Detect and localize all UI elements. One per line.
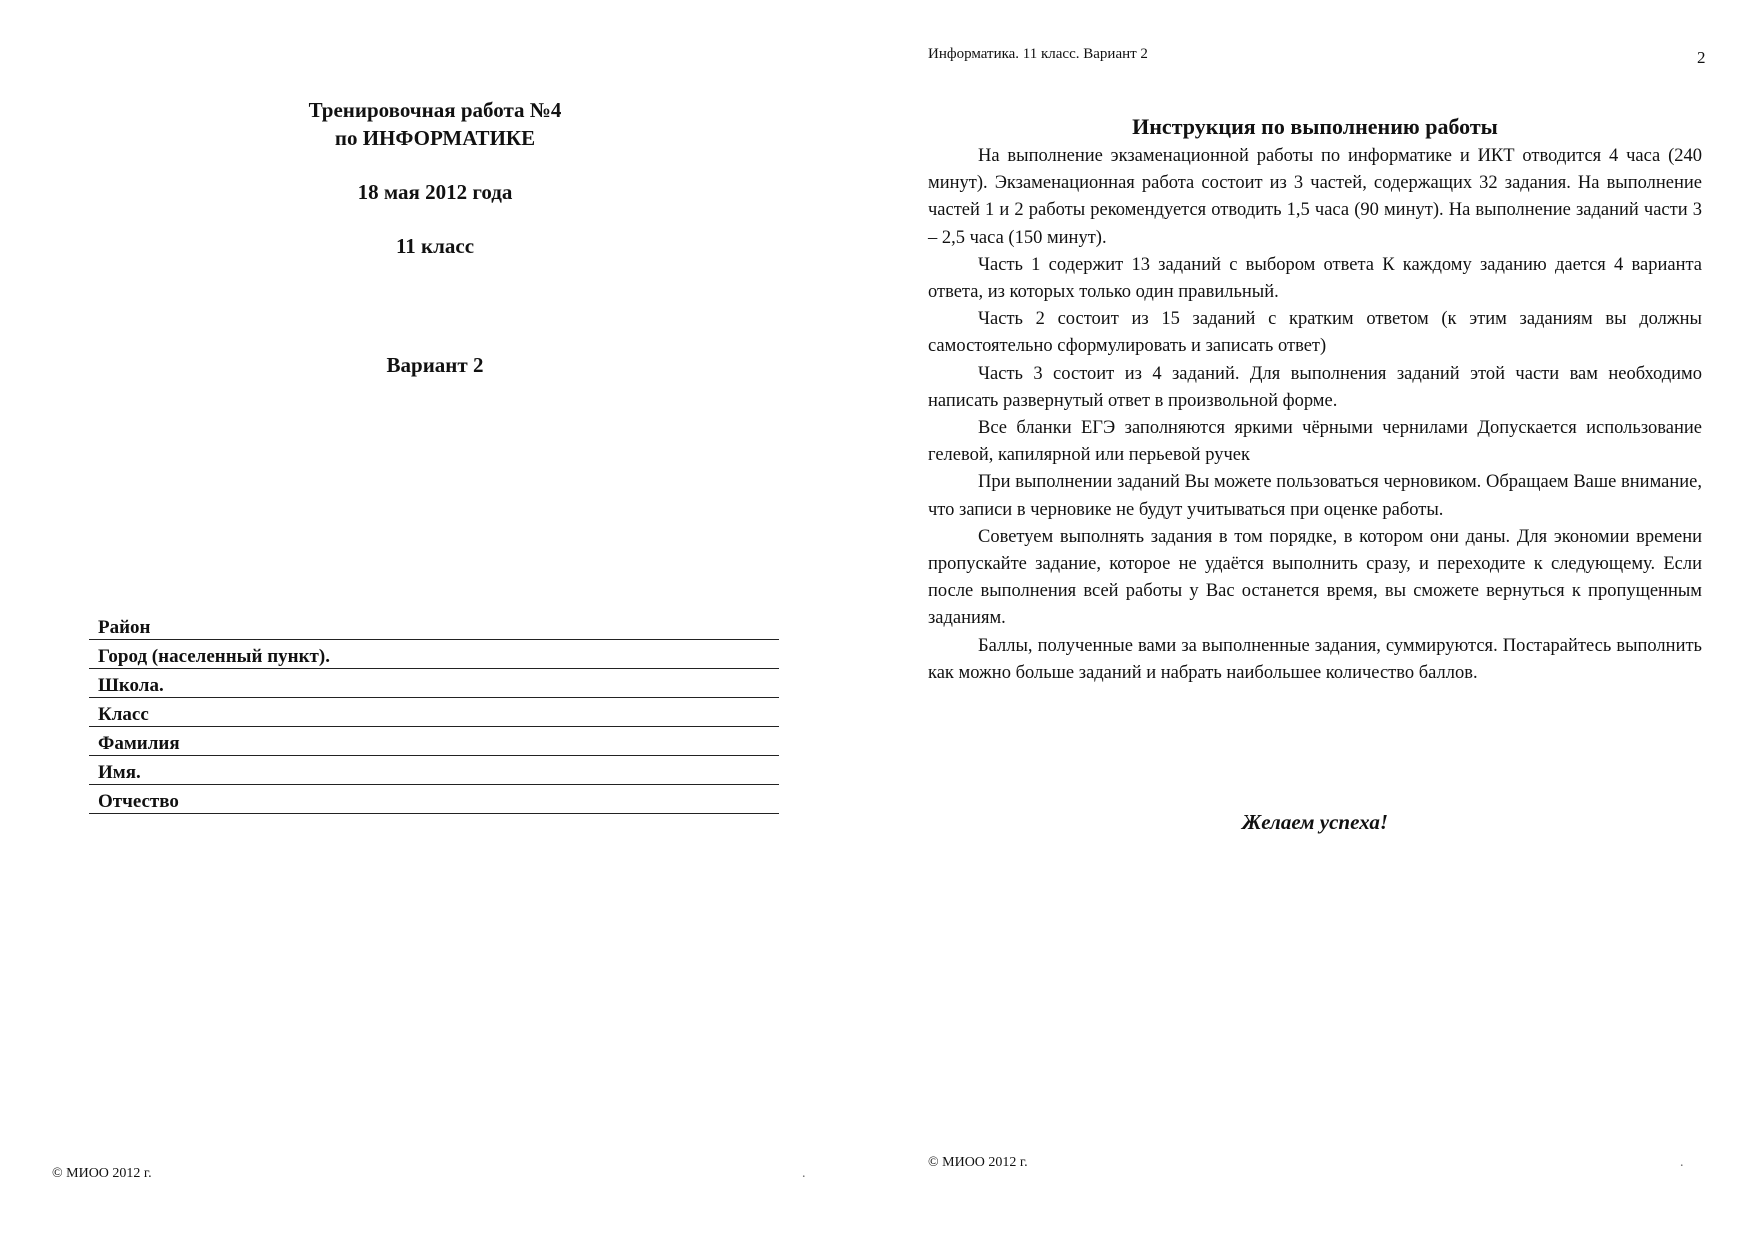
left-footer-mark: .	[802, 1166, 806, 1181]
form-field-name: Имя.	[89, 757, 779, 785]
instructions-paragraph: Баллы, полученные вами за выполненные задания, суммируются. Постарайтесь выполнить как можно больше заданий и набрать наибольшее количество баллов.	[928, 635, 1702, 683]
cover-date: 18 мая 2012 года	[357, 180, 513, 204]
right-footer-mark: .	[1680, 1155, 1684, 1170]
instructions-paragraph: Советуем выполнять задания в том порядке, в котором они даны. Для экономии времени пропускайте задание, которое не удаётся выполнить сразу, и переходите к следующему. Если после выполнения всей работы у Вас останется время, вы сможете вернуться к пропущенным заданиям.	[928, 526, 1702, 629]
cover-title-line-1: Тренировочная работа №4	[308, 98, 562, 122]
instructions-paragraph: На выполнение экзаменационной работы по информатике и ИКТ отводится 4 часа (240 минут). Экзаменационная работа состоит из 3 частей, содержащих 32 задания. На выполнение частей 1 и 2 работы рекомендуется отводить 1,5 часа (90 минут). На выполнение заданий части 3 – 2,5 часа (150 минут).	[928, 146, 1702, 248]
instructions-paragraph: Все бланки ЕГЭ заполняются яркими чёрными чернилами Допускается использование гелевой, капилярной или перьевой ручек	[928, 418, 1702, 466]
closing-wish: Желаем успеха!	[1241, 810, 1389, 834]
right-page	[877, 0, 1754, 1239]
instructions-heading: Инструкция по выполнению работы	[1132, 114, 1498, 139]
form-field-patronymic: Отчество	[89, 786, 779, 814]
form-field-surname: Фамилия	[89, 728, 779, 756]
form-field-school: Школа.	[89, 670, 779, 698]
page-number: 2	[1697, 48, 1706, 67]
student-info-form	[89, 612, 779, 814]
left-footer-copyright: © МИОО 2012 г.	[52, 1166, 152, 1181]
instructions-paragraph: Часть 1 содержит 13 заданий с выбором ответа К каждому заданию дается 4 варианта ответа, из которых только один правильный.	[928, 254, 1702, 303]
instructions-body	[928, 143, 1702, 687]
form-field-district: Район	[89, 612, 779, 640]
form-field-city: Город (населенный пункт).	[89, 641, 779, 669]
running-header: Информатика. 11 класс. Вариант 2	[928, 46, 1148, 62]
instructions-paragraph: Часть 3 состоит из 4 заданий. Для выполнения заданий этой части вам необходимо написать развернутый ответ в произвольной форме.	[928, 363, 1702, 411]
cover-variant: Вариант 2	[386, 353, 484, 377]
right-footer-copyright: © МИОО 2012 г.	[928, 1155, 1028, 1170]
cover-title	[90, 96, 780, 152]
instructions-paragraph: Часть 2 состоит из 15 заданий с кратким ответом (к этим заданиям вы должны самостоятельно сформулировать и записать ответ)	[928, 309, 1702, 357]
form-field-class: Класс	[89, 699, 779, 727]
instructions-paragraph: При выполнении заданий Вы можете пользоваться черновиком. Обращаем Ваше внимание, что записи в черновике не будут учитываться при оценке работы.	[928, 472, 1702, 520]
cover-title-line-2: по ИНФОРМАТИКЕ	[334, 126, 536, 150]
cover-grade: 11 класс	[395, 234, 475, 258]
